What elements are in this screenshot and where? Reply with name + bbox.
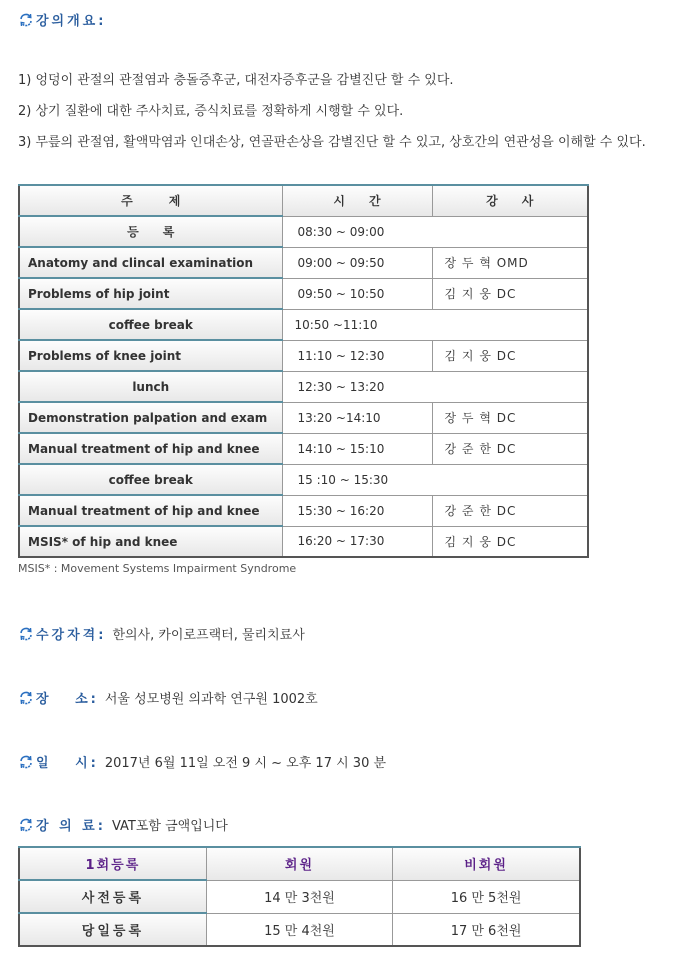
registration-type: 사전등록: [19, 880, 206, 913]
topic-cell: Problems of hip joint: [19, 278, 282, 309]
fee-note: VAT포함 금액입니다: [111, 819, 228, 834]
nonmember-fee: 16 만 5천원: [393, 880, 580, 913]
table-row: [19, 216, 588, 247]
instructor-cell: 김 지 웅 DC: [432, 278, 588, 309]
qualification-row: [18, 624, 305, 643]
fee-row-item: [19, 880, 580, 913]
topic-cell: Problems of knee joint: [19, 340, 282, 371]
topic-cell: Manual treatment of hip and knee: [19, 495, 282, 526]
refresh-arrows-icon: [18, 626, 34, 642]
time-cell: 13:20 ~14:10: [282, 402, 432, 433]
topic-cell: coffee break: [19, 309, 282, 340]
instructor-cell: 김 지 웅 DC: [432, 526, 588, 557]
time-cell: 15:30 ~ 16:20: [282, 495, 432, 526]
overview-title: 강의개요:: [36, 14, 107, 29]
table-row: [19, 371, 588, 402]
instructor-cell: 강 준 한 DC: [432, 433, 588, 464]
table-row: [19, 402, 588, 433]
time-cell: 08:30 ~ 09:00: [282, 216, 588, 247]
objective-1: 1) 엉덩이 관절의 관절염과 충돌증후군, 대전자증후군을 감별진단 할 수 있다.: [18, 73, 454, 88]
table-row: [19, 433, 588, 464]
member-fee: 14 만 3천원: [206, 880, 392, 913]
topic-cell: Demonstration palpation and exam: [19, 402, 282, 433]
time-cell: 16:20 ~ 17:30: [282, 526, 432, 557]
fee-table: [18, 846, 581, 947]
topic-cell: MSIS* of hip and knee: [19, 526, 282, 557]
topic-cell: coffee break: [19, 464, 282, 495]
table-row: [19, 495, 588, 526]
header-time: 시 간: [282, 185, 432, 216]
instructor-cell: 장 두 혁 OMD: [432, 247, 588, 278]
location-row: [18, 688, 318, 707]
instructor-cell: 강 준 한 DC: [432, 495, 588, 526]
datetime-value: 2017년 6월 11일 오전 9 시 ~ 오후 17 시 30 분: [104, 756, 387, 771]
fee-row: [18, 815, 228, 834]
time-cell: 10:50 ~11:10: [282, 309, 588, 340]
table-row: [19, 278, 588, 309]
member-fee: 15 만 4천원: [206, 913, 392, 946]
time-cell: 09:50 ~ 10:50: [282, 278, 432, 309]
fee-row-item: [19, 913, 580, 946]
time-cell: 14:10 ~ 15:10: [282, 433, 432, 464]
table-row: [19, 464, 588, 495]
table-row: [19, 247, 588, 278]
overview-heading: [18, 10, 106, 29]
topic-cell: lunch: [19, 371, 282, 402]
header-registration: 1회등록: [19, 847, 206, 880]
instructor-cell: 김 지 웅 DC: [432, 340, 588, 371]
table-row: [19, 309, 588, 340]
refresh-arrows-icon: [18, 754, 34, 770]
time-cell: 11:10 ~ 12:30: [282, 340, 432, 371]
time-cell: 12:30 ~ 13:20: [282, 371, 588, 402]
datetime-row: [18, 752, 386, 771]
header-instructor: 강 사: [432, 185, 588, 216]
qualification-label: 수강자격:: [36, 628, 107, 643]
registration-type: 당일등록: [19, 913, 206, 946]
refresh-arrows-icon: [18, 12, 34, 28]
table-row: [19, 340, 588, 371]
refresh-arrows-icon: [18, 690, 34, 706]
location-value: 서울 성모병원 의과학 연구원 1002호: [104, 692, 318, 707]
schedule-table: [18, 184, 589, 558]
table-row: [19, 526, 588, 557]
header-topic: 주 제: [19, 185, 282, 216]
msis-footnote: MSIS* : Movement Systems Impairment Syndrome: [18, 562, 297, 575]
topic-cell: 등 록: [19, 216, 282, 247]
table-header-row: [19, 185, 588, 216]
location-label: 장 소:: [36, 692, 99, 707]
header-member: 회원: [206, 847, 392, 880]
refresh-arrows-icon: [18, 817, 34, 833]
instructor-cell: 장 두 혁 DC: [432, 402, 588, 433]
header-nonmember: 비회원: [393, 847, 580, 880]
time-cell: 15 :10 ~ 15:30: [282, 464, 588, 495]
qualification-value: 한의사, 카이로프랙터, 물리치료사: [112, 628, 305, 643]
objective-2: 2) 상기 질환에 대한 주사치료, 증식치료를 정확하게 시행할 수 있다.: [18, 104, 404, 119]
topic-cell: Manual treatment of hip and knee: [19, 433, 282, 464]
fee-header-row: [19, 847, 580, 880]
datetime-label: 일 시:: [36, 756, 99, 771]
nonmember-fee: 17 만 6천원: [393, 913, 580, 946]
fee-label: 강 의 료:: [36, 819, 106, 834]
time-cell: 09:00 ~ 09:50: [282, 247, 432, 278]
topic-cell: Anatomy and clincal examination: [19, 247, 282, 278]
objective-3: 3) 무릎의 관절염, 활액막염과 인대손상, 연골판손상을 감별진단 할 수 있고, 상호간의 연관성을 이해할 수 있다.: [18, 135, 646, 150]
